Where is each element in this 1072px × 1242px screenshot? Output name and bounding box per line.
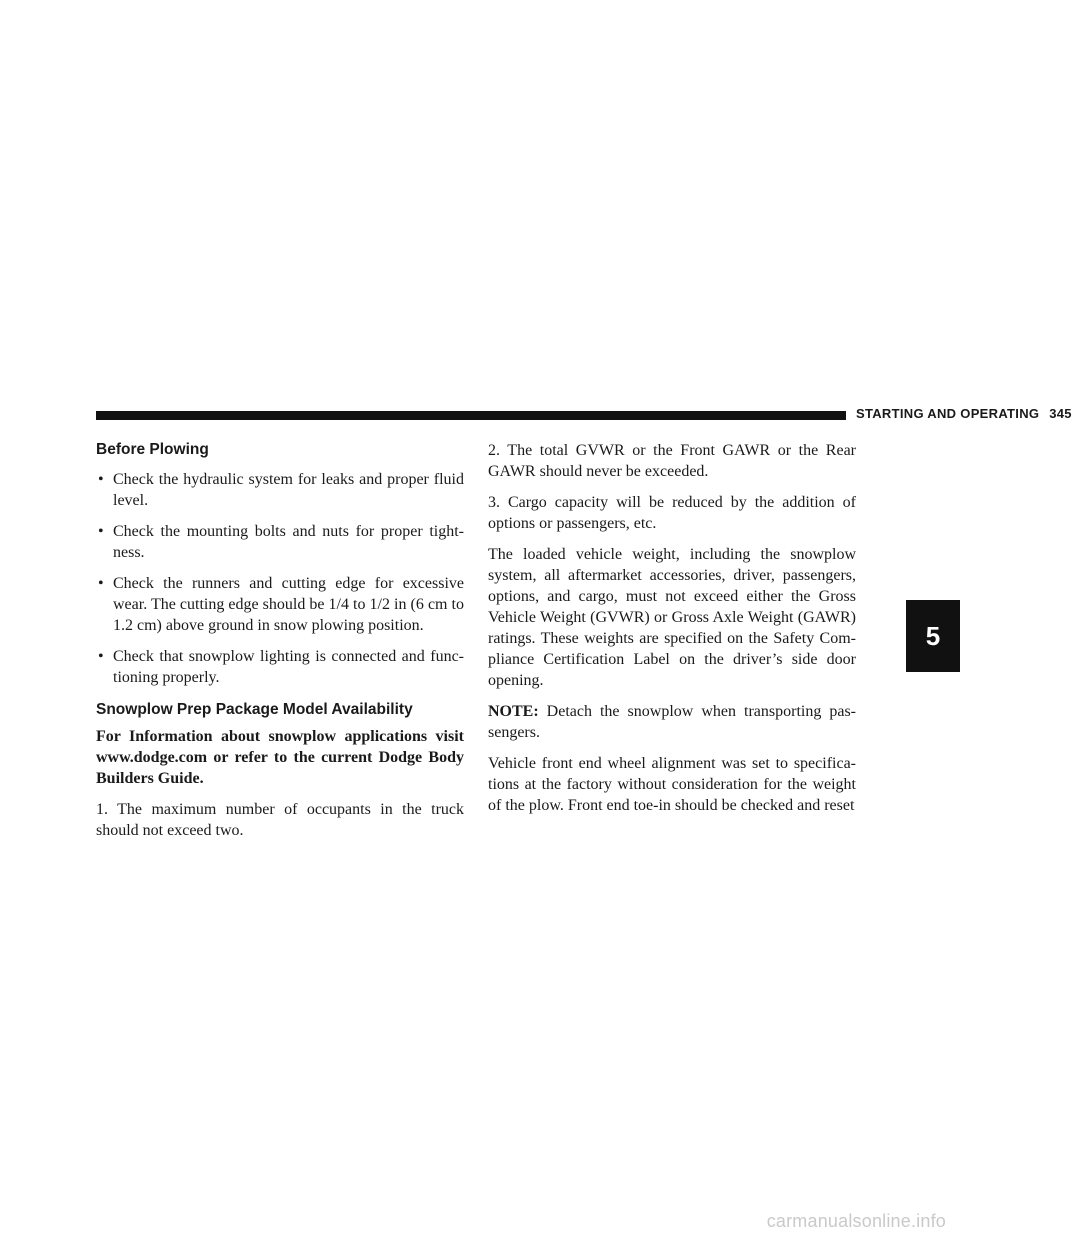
running-header xyxy=(846,406,1072,421)
numbered-item-2: 2. The total GVWR or the Front GAWR or the Rear GAWR should never be exceeded. xyxy=(488,442,856,480)
note-label: NOTE: xyxy=(488,703,539,720)
checklist xyxy=(96,469,464,688)
list-item: • Check the runners and cutting edge for excessive wear. The cutting edge should be 1/4 to 1/2 in (6 cm to 1.2 cm) above ground in snow plowing position. xyxy=(96,573,464,636)
list-item: • Check the mounting bolts and nuts for proper tight-ness. xyxy=(96,521,464,563)
numbered-item-3: 3. Cargo capacity will be reduced by the addition of options or passengers, etc. xyxy=(488,494,856,532)
info-paragraph: For Information about snowplow applications visit www.dodge.com or refer to the current Dodge Body Builders Guide. xyxy=(96,728,464,787)
section-title: STARTING AND OPERATING xyxy=(856,406,1040,421)
alignment-paragraph: Vehicle front end wheel alignment was set to specifica-tions at the factory without consideration for the weight of the plow. Front end toe-in should be checked and reset xyxy=(488,755,856,814)
numbered-item-1: 1. The maximum number of occupants in the truck should not exceed two. xyxy=(96,801,464,839)
header-rule xyxy=(96,411,846,420)
page-number: 345 xyxy=(1049,406,1072,421)
heading-model-availability: Snowplow Prep Package Model Availability xyxy=(96,701,413,718)
chapter-tab: 5 xyxy=(906,600,960,672)
list-item: • Check that snowplow lighting is connected and func-tioning properly. xyxy=(96,646,464,688)
left-column xyxy=(96,440,464,851)
note-paragraph xyxy=(488,701,856,743)
watermark: carmanualsonline.info xyxy=(766,1211,946,1231)
note-text: Detach the snowplow when transporting pas-sengers. xyxy=(488,703,856,741)
weight-paragraph: The loaded vehicle weight, including the snowplow system, all aftermarket accessories, driver, passengers, options, and cargo, must not exceed either the Gross Vehicle Weight (GVWR) or Gross Axle Weight (GAWR) ratings. These weights are specified on the Safety Com-pliance Certification Label on the driver’s side door opening. xyxy=(488,546,856,689)
right-column xyxy=(488,440,856,826)
list-item: • Check the hydraulic system for leaks and proper fluid level. xyxy=(96,469,464,511)
heading-before-plowing: Before Plowing xyxy=(96,441,209,458)
